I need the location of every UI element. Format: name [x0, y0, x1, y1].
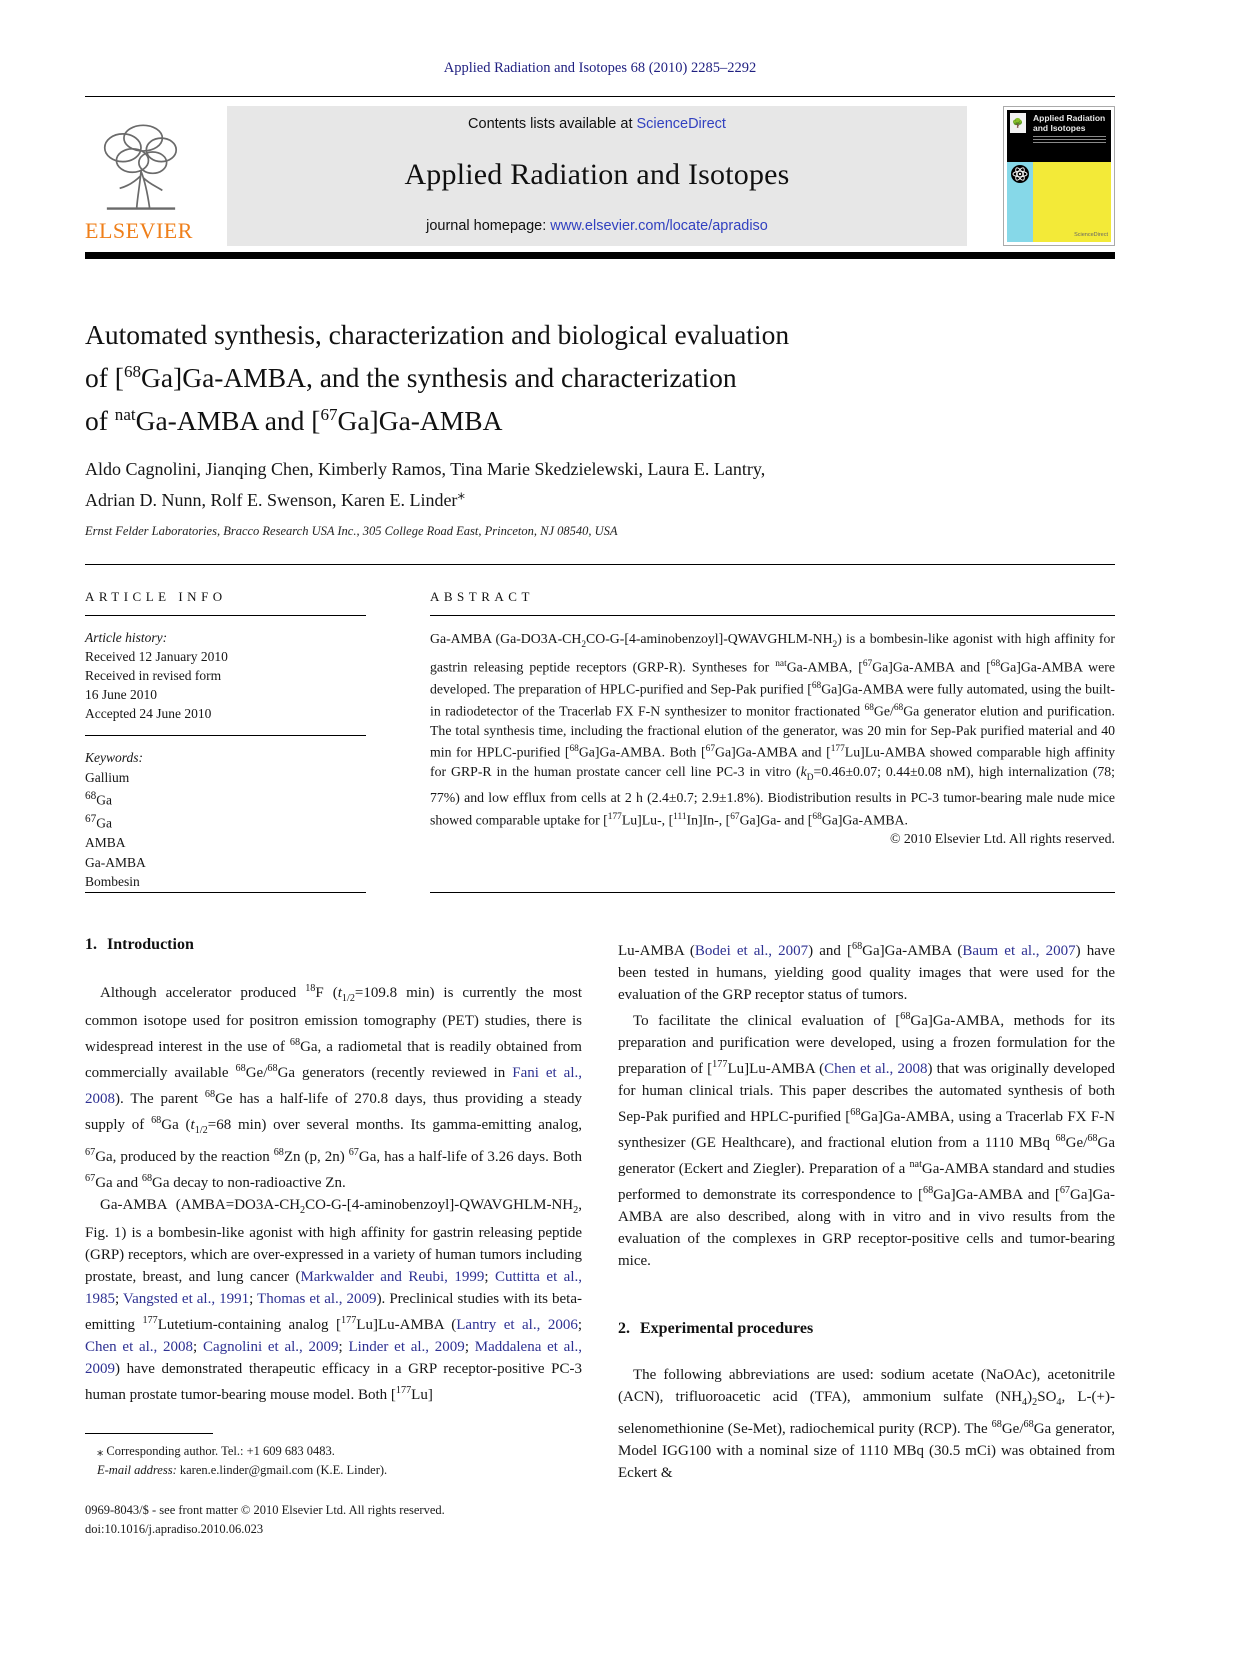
affiliation-line: Ernst Felder Laboratories, Bracco Research USA Inc., 305 College Road East, Princeton, NJ 08540, USA [85, 524, 618, 539]
contents-line [235, 116, 959, 132]
body-right-column [618, 936, 1115, 1539]
keywords-block [85, 748, 366, 892]
article-body [85, 936, 1115, 1539]
cover-inner [1007, 110, 1111, 242]
paragraph: The following abbreviations are used: sodium acetate (NaOAc), acetonitrile (ACN), trifluoroacetic acid (TFA), ammonium sulfate $(NH_4)_2SO_4$, L-(+)-selenomethionine (Se-Met), radiochemical purity (RCP). The $^{68}$Ge/$^{68}$Ga generator, Model IGG100 with a nominal size of 1110 MBq (30.5 mCi) was obtained from Eckert & [618, 1366, 1115, 1481]
abstract-text: Ga-AMBA $(Ga-DO3A-CH_2CO-G-[4-aminobenzoyl]-QWAVGHLM-NH_2)$ is a bombesin-like agonist with high affinity for gastrin releasing peptide receptors (GRP-R). Syntheses for $^{nat}$Ga-AMBA, [$^{67}$Ga]Ga-AMBA and [$^{68}$Ga]Ga-AMBA were developed. The preparation of HPLC-purified and Sep-Pak purified [$^{68}$Ga]Ga-AMBA were fully automated, using the built-in radiodetector of the Tracerlab FX F-N synthesizer to monitor fractionated $^{68}$Ge/$^{68}$Ga generator elution and purification. The total synthesis time, including the fractional elution of the generator, was 20 min for Sep-Pak purified material and 40 min for HPLC-purified [$^{68}$Ga]Ga-AMBA. Both [$^{67}$Ga]Ga-AMBA and [$^{177}$Lu]Lu-AMBA showed comparable high affinity for GRP-R in the human prostate cancer cell line PC-3 in vitro ($k_D=0.46\pm 0.07$; 0.44±0.08 nM), high internalization (78; 77%) and low efflux from cells at 2 h (2.4±0.7; 2.9±1.8%). Biodistribution results in PC-3 tumor-bearing male nude mice showed comparable uptake for [$^{177}$Lu]Lu-, [$^{111}$In]In-, [$^{67}$Ga]Ga- and [$^{68}$Ga]Ga-AMBA. [430, 631, 1116, 828]
citation-link[interactable]: Bodei et al., 2007 [694, 942, 809, 959]
issn-doi-block [85, 1501, 582, 1539]
paragraph: To facilitate the clinical evaluation of [$^{68}$Ga]Ga-AMBA, methods for its preparation and purification were developed, using a frozen formulation for the preparation of [$^{177}$Lu]Lu-AMBA (Chen et al., 2008) that was originally developed for human clinical trials. This paper describes the automated synthesis of both Sep-Pak purified and HPLC-purified [$^{68}$Ga]Ga-AMBA, using a Tracerlab FX F-N synthesizer (GE Healthcare), and fractional elution from a 1110 MBq $^{68}$Ge/$^{68}$Ga generator (Eckert and Ziegler). Preparation of a $^{nat}$Ga-AMBA standard and studies performed to demonstrate its correspondence to [$^{68}$Ga]Ga-AMBA and [$^{67}$Ga]Ga-AMBA are also described, along with in vitro and in vivo results from the evaluation of the complexes in GRP receptor-positive cells and tumor-bearing mice. [618, 1010, 1116, 1269]
section-title: Introduction [107, 935, 194, 953]
homepage-line [235, 218, 959, 234]
history-line: 16 June 2010 [85, 687, 157, 703]
citation-link[interactable]: Fani et al., 2008 [85, 1064, 582, 1107]
journal-banner [227, 106, 967, 246]
abstract-rule [430, 615, 1115, 616]
email-note: E-mail address: karen.e.linder@gmail.com (K.E. Linder). [97, 1462, 388, 1477]
cover-sciencedirect-label: ScienceDirect [1074, 232, 1108, 238]
abstract-column [430, 565, 1115, 893]
journal-title: Applied Radiation and Isotopes [404, 158, 790, 191]
page-title: Automated synthesis, characterization and biological evaluation of [$^{68}$Ga]Ga-AMBA, and the synthesis and characterization of $^{nat}$Ga-AMBA and [$^{67}$Ga]Ga-AMBA [85, 319, 790, 437]
doi-line: doi:10.1016/j.apradiso.2010.06.023 [85, 1521, 264, 1536]
elsevier-wordmark: ELSEVIER [85, 218, 193, 243]
paragraph: Lu-AMBA (Bodei et al., 2007) and [$^{68}$Ga]Ga-AMBA (Baum et al., 2007) have been tested in humans, yielding good quality images that were used for the evaluation of the GRP receptor status of tumors. [618, 940, 1116, 1003]
cover-top-band [1007, 110, 1111, 162]
journal-cover-thumbnail[interactable] [1003, 106, 1115, 246]
keyword: $^{68}$Ga [85, 790, 112, 808]
abstract-heading: ABSTRACT [430, 589, 534, 605]
keyword: Gallium [85, 769, 130, 785]
keyword: $^{67}$Ga [85, 813, 112, 831]
corresponding-author-note: ⁎ Corresponding author. Tel.: +1 609 683 0483. [97, 1443, 335, 1458]
section-heading-experimental [618, 1320, 1115, 1338]
cover-subtitle-lines [1033, 136, 1108, 143]
article-info-heading: ARTICLE INFO [85, 589, 227, 605]
citation-link[interactable]: Chen et al., 2008 [824, 1060, 928, 1077]
footnote-rule [85, 1433, 213, 1434]
sciencedirect-link[interactable]: ScienceDirect [636, 116, 726, 132]
keyword: Ga-AMBA [85, 854, 146, 870]
citation-link[interactable]: Cuttitta et al., 1985 [85, 1268, 583, 1307]
keywords-divider-rule [85, 735, 366, 736]
authors-line: Aldo Cagnolini, Jianqing Chen, Kimberly Ramos, Tina Marie Skedzielewski, Laura E. Lantry, Adrian D. Nunn, Rolf E. Swenson, Karen E. Linder⁎ [85, 459, 766, 511]
paragraph: Although accelerator produced $^{18}$F ($t_{1/2}=109.8$ min) is currently the most common isotope used for positron emission tomography (PET) studies, there is widespread interest in the use of $^{68}$Ga, a radiometal that is readily obtained from commercially available $^{68}$Ge/$^{68}$Ga generators (recently reviewed in Fani et al., 2008). The parent $^{68}$Ge has a half-life of 270.8 days, thus providing a steady supply of $^{68}$Ga ($t_{1/2}=68$ min) over several months. Its gamma-emitting analog, $^{67}$Ga, produced by the reaction $^{68}$Zn (p, 2n) $^{67}$Ga, has a half-life of 3.26 days. Both $^{67}$Ga and $^{68}$Ga decay to non-radioactive Zn. [85, 982, 583, 1191]
history-line: Received 12 January 2010 [85, 649, 228, 665]
history-line: Received in revised form [85, 668, 222, 684]
citation-link[interactable]: Lantry et al., 2006 [456, 1316, 578, 1333]
copyright-line: © 2010 Elsevier Ltd. All rights reserved. [889, 831, 1115, 847]
article-info-column [85, 565, 366, 893]
keyword: Bombesin [85, 874, 140, 890]
elsevier-logo[interactable] [85, 106, 213, 246]
contents-prefix: Contents lists available at [468, 116, 637, 132]
citation-link[interactable]: Vangsted et al., 1991 [122, 1290, 250, 1307]
citation-link[interactable]: Maddalena et al., 2009 [85, 1338, 583, 1377]
cover-journal-title: Applied Radiation and Isotopes [1033, 113, 1106, 133]
citation-link[interactable]: Baum et al., 2007 [962, 942, 1076, 959]
footnote-text [85, 1442, 582, 1480]
citation-link[interactable]: Cagnolini et al., 2009 [202, 1338, 339, 1355]
citation-link[interactable]: Linder et al., 2009 [348, 1338, 465, 1355]
citation-link[interactable]: Chen et al., 2008 [85, 1338, 194, 1355]
journal-header [85, 106, 1115, 246]
section-number: 2. [618, 1319, 630, 1337]
header-top-rule [85, 96, 1115, 97]
keyword: AMBA [85, 835, 126, 851]
section-heading-introduction [85, 936, 582, 954]
cover-main-field [1033, 162, 1111, 242]
footnote-block [85, 1433, 582, 1480]
section-number: 1. [85, 935, 97, 953]
article-history-label: Article history: [85, 630, 168, 646]
cover-left-strip [1007, 162, 1033, 242]
email-link[interactable]: karen.e.linder@gmail.com [179, 1462, 314, 1477]
paragraph: Ga-AMBA ($AMBA=DO3A-CH_2CO-G-[4-aminobenzoyl]-QWAVGHLM-NH_2$, Fig. 1) is a bombesin-like agonist with high affinity for gastrin releasing peptide (GRP) receptors, which are over-expressed in a variety of human tumors including prostate, breast, and lung cancer (Markwalder and Reubi, 1999; Cuttitta et al., 1985; Vangsted et al., 1991; Thomas et al., 2009). Preclinical studies with its beta-emitting $^{177}$Lutetium-containing analog [$^{177}$Lu]Lu-AMBA (Lantry et al., 2006; Chen et al., 2008; Cagnolini et al., 2009; Linder et al., 2009; Maddalena et al., 2009) have demonstrated therapeutic efficacy in a GRP receptor-positive PC-3 human prostate tumor-bearing mouse model. Both [$^{177}$Lu] [85, 1196, 583, 1403]
cover-body [1007, 162, 1111, 242]
article-history-block [85, 628, 366, 723]
section-title: Experimental procedures [640, 1319, 814, 1337]
cover-elsevier-mini-logo: 🌳 [1010, 113, 1026, 133]
body-left-column [85, 936, 582, 1539]
journal-citation-header: Applied Radiation and Isotopes 68 (2010) 2285–2292 [443, 60, 757, 76]
elsevier-tree-icon [85, 120, 195, 216]
homepage-prefix: journal homepage: [426, 218, 551, 234]
citation-link[interactable]: Thomas et al., 2009 [257, 1290, 377, 1307]
history-line: Accepted 24 June 2010 [85, 706, 212, 722]
header-black-bar [85, 252, 1115, 259]
keywords-label: Keywords: [85, 750, 143, 766]
citation-link[interactable]: Markwalder and Reubi, 1999 [300, 1268, 485, 1285]
article-info-rule [85, 615, 366, 616]
atom-icon [1010, 164, 1030, 189]
homepage-url-link[interactable]: www.elsevier.com/locate/apradiso [550, 218, 768, 234]
info-abstract-section [85, 565, 1115, 893]
issn-line: 0969-8043/$ - see front matter © 2010 Elsevier Ltd. All rights reserved. [85, 1502, 445, 1517]
